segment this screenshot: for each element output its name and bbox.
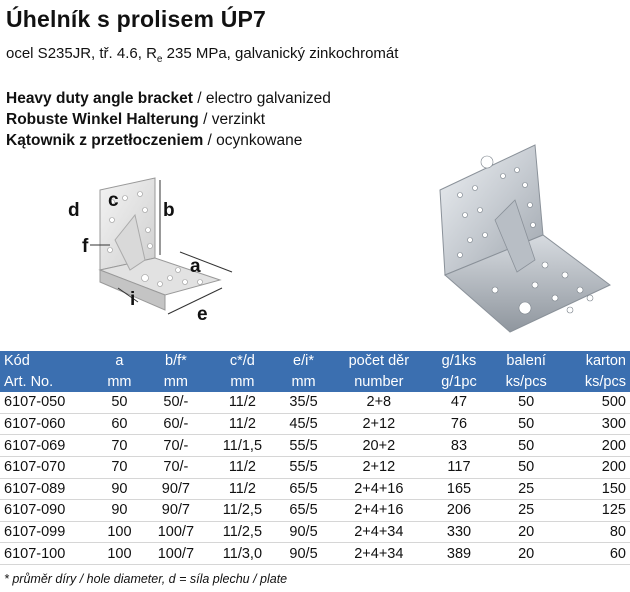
table-cell: 6107-100 <box>4 545 66 562</box>
label-d: d <box>68 200 80 221</box>
table-cell: 300 <box>601 416 626 433</box>
label-b: b <box>163 200 175 221</box>
table-cell: 2+12 <box>362 416 396 433</box>
table-cell: 25 <box>518 502 535 519</box>
col-unit: mm <box>208 372 276 393</box>
col-header: e/i* <box>277 351 331 372</box>
label-i: i <box>130 289 136 310</box>
desc-pl-rest: / ocynkowane <box>203 132 303 149</box>
table-cell: 206 <box>446 502 472 519</box>
label-f: f <box>82 236 89 257</box>
label-e: e <box>197 304 208 325</box>
table-cell: 20 <box>518 524 535 541</box>
desc-en-rest: / electro galvanized <box>192 90 331 107</box>
table-cell: 500 <box>601 394 626 411</box>
col-unit: number <box>330 372 427 393</box>
col-header: a <box>95 351 143 372</box>
table-cell: 11/2,5 <box>222 524 263 541</box>
table-cell: 2+4+16 <box>354 502 404 519</box>
table-header-row <box>0 351 630 372</box>
table-body <box>0 392 630 564</box>
table-cell: 90 <box>111 502 128 519</box>
table-cell: 90/5 <box>289 524 318 541</box>
table-header-row <box>0 372 630 393</box>
table-cell: 6107-069 <box>4 437 66 454</box>
table-cell: 6107-060 <box>4 416 66 433</box>
table-cell: 65/5 <box>289 502 318 519</box>
col-unit: g/1pc <box>427 372 490 393</box>
table-row <box>0 478 630 500</box>
material-spec-pre: ocel S235JR, tř. 4.6, R <box>6 45 157 62</box>
table-cell: 50 <box>518 437 535 454</box>
col-header: karton <box>562 351 630 372</box>
material-spec-post: 235 MPa, galvanický zinkochromát <box>162 45 399 62</box>
table-cell: 90/7 <box>161 502 190 519</box>
dimension-diagram <box>60 170 250 340</box>
product-photo <box>425 140 620 340</box>
table-cell: 65/5 <box>289 480 318 497</box>
col-header: balení <box>491 351 562 372</box>
table-cell: 55/5 <box>289 437 318 454</box>
desc-pl-bold: Kątownik z przetłoczeniem <box>6 132 204 149</box>
table-row <box>0 543 630 565</box>
table-cell: 20 <box>518 545 535 562</box>
table-cell: 83 <box>450 437 468 454</box>
table-cell: 2+4+34 <box>354 545 404 562</box>
label-c: c <box>108 190 119 211</box>
footnote: * průměr díry / hole diameter, d = síla plechu / plate <box>4 572 288 586</box>
table-cell: 50 <box>518 416 535 433</box>
label-a: a <box>190 256 201 277</box>
desc-de-bold: Robuste Winkel Halterung <box>6 111 199 128</box>
table-cell: 50 <box>111 394 128 411</box>
table-cell: 150 <box>601 480 626 497</box>
table-cell: 117 <box>447 459 471 476</box>
table-cell: 125 <box>601 502 626 519</box>
table-cell: 70 <box>111 437 128 454</box>
table-cell: 11/2 <box>228 480 256 497</box>
table-cell: 11/2,5 <box>222 502 263 519</box>
table-cell: 60 <box>609 545 626 562</box>
desc-de <box>6 111 265 129</box>
table-cell: 6107-099 <box>4 524 66 541</box>
table-cell: 50 <box>518 394 535 411</box>
col-header: počet děr <box>330 351 427 372</box>
table-cell: 60/- <box>163 416 189 433</box>
table-cell: 47 <box>450 394 468 411</box>
table-row <box>0 456 630 478</box>
table-cell: 70 <box>111 459 128 476</box>
table-cell: 70/- <box>163 437 189 454</box>
table-cell: 50 <box>518 459 535 476</box>
table-cell: 20+2 <box>362 437 396 454</box>
col-unit: mm <box>144 372 209 393</box>
col-unit: ks/pcs <box>491 372 562 393</box>
table-cell: 2+12 <box>362 459 396 476</box>
table-cell: 80 <box>609 524 626 541</box>
table-cell: 60 <box>111 416 128 433</box>
desc-en-bold: Heavy duty angle bracket <box>6 90 193 107</box>
desc-pl <box>6 132 302 150</box>
table-cell: 45/5 <box>289 416 318 433</box>
table-cell: 11/2 <box>228 459 256 476</box>
table-cell: 6107-090 <box>4 502 66 519</box>
col-unit: mm <box>95 372 143 393</box>
table-cell: 100/7 <box>157 524 195 541</box>
spec-table <box>0 351 630 565</box>
table-cell: 90/5 <box>289 545 318 562</box>
material-spec <box>6 45 398 65</box>
table-cell: 100 <box>107 524 132 541</box>
table-row <box>0 521 630 543</box>
table-cell: 6107-070 <box>4 459 66 476</box>
table-cell: 165 <box>446 480 472 497</box>
table-row <box>0 392 630 413</box>
table-cell: 389 <box>446 545 472 562</box>
col-header: g/1ks <box>427 351 490 372</box>
table-cell: 6107-089 <box>4 480 66 497</box>
desc-en <box>6 90 331 108</box>
table-row <box>0 413 630 435</box>
table-cell: 90 <box>111 480 128 497</box>
table-cell: 2+4+16 <box>354 480 404 497</box>
col-unit: Art. No. <box>0 372 95 393</box>
table-row <box>0 435 630 457</box>
col-unit: ks/pcs <box>562 372 630 393</box>
table-cell: 11/1,5 <box>222 437 263 454</box>
table-cell: 2+4+34 <box>354 524 404 541</box>
table-cell: 6107-050 <box>4 394 66 411</box>
table-cell: 200 <box>601 437 626 454</box>
table-cell: 90/7 <box>161 480 190 497</box>
table-cell: 2+8 <box>366 394 392 411</box>
table-cell: 11/3,0 <box>222 545 263 562</box>
table-cell: 70/- <box>163 459 189 476</box>
table-cell: 11/2 <box>228 394 256 411</box>
material-spec-sub: e <box>156 54 163 65</box>
table-cell: 330 <box>446 524 472 541</box>
col-header: c*/d <box>208 351 276 372</box>
page-title: Úhelník s prolisem ÚP7 <box>6 6 267 32</box>
table-cell: 100 <box>107 545 132 562</box>
table-cell: 100/7 <box>157 545 195 562</box>
table-cell: 200 <box>601 459 626 476</box>
table-cell: 55/5 <box>289 459 318 476</box>
table-cell: 35/5 <box>289 394 318 411</box>
table-cell: 76 <box>450 416 468 433</box>
table-cell: 25 <box>518 480 535 497</box>
table-cell: 50/- <box>163 394 189 411</box>
table-row <box>0 500 630 522</box>
col-header: Kód <box>0 351 95 372</box>
col-unit: mm <box>277 372 331 393</box>
desc-de-rest: / verzinkt <box>198 111 266 128</box>
col-header: b/f* <box>144 351 209 372</box>
table-cell: 11/2 <box>228 416 256 433</box>
